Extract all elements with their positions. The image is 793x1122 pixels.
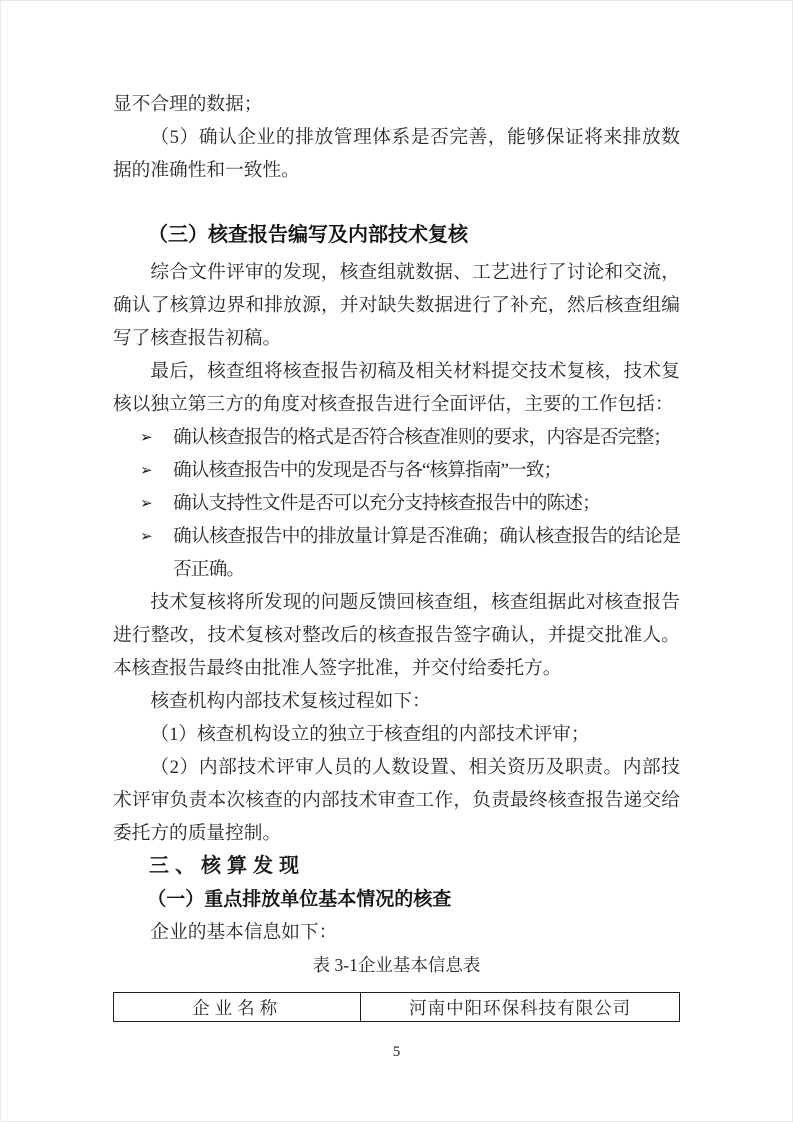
arrowhead-bullet-icon: ➢	[140, 428, 153, 446]
table-row	[114, 993, 680, 1022]
bullet-item	[140, 520, 680, 586]
table-cell-company-name-label: 企业名称	[114, 993, 361, 1022]
bullet-text: 确认支持性文件是否可以充分支持核查报告中的陈述；	[173, 493, 600, 514]
table-caption: 表 3-1企业基本信息表	[312, 955, 481, 975]
basic-info-table	[113, 992, 680, 1022]
bullet-item	[140, 454, 680, 487]
paragraph-continuation: 显不合理的数据；	[113, 94, 263, 115]
paragraph-basic-info: 企业的基本信息如下：	[150, 922, 338, 943]
bullet-text: 确认核查报告中的发现是否与各“核算指南”一致；	[173, 460, 562, 481]
arrowhead-bullet-icon: ➢	[140, 461, 153, 479]
paragraph-item-2: （2）内部技术评审人员的人数设置、相关资历及职责。内部技术评审负责本次核查的内部技术审查工作，负责最终核查报告递交给委托方的质量控制。	[113, 757, 680, 844]
arrowhead-bullet-icon: ➢	[140, 494, 153, 512]
paragraph-feedback: 技术复核将所发现的问题反馈回核查组，核查组据此对核查报告进行整改，技术复核对整改后的核查报告签字确认，并提交批准人。本核查报告最终由批准人签字批准，并交付给委托方。	[113, 592, 680, 679]
paragraph-final-review: 最后，核查组将核查报告初稿及相关材料提交技术复核，技术复核以独立第三方的角度对核查报告进行全面评估，主要的工作包括：	[113, 361, 680, 415]
paragraph-internal-process: 核查机构内部技术复核过程如下：	[150, 691, 431, 712]
bullet-text: 确认核查报告的格式是否符合核查准则的要求，内容是否完整；	[173, 427, 672, 448]
bullet-item	[140, 421, 680, 454]
paragraph-item-1: （1）核查机构设立的独立于核查组的内部技术评审；	[150, 724, 590, 745]
bullet-item	[140, 487, 680, 520]
paragraph-item-5: （5）确认企业的排放管理体系是否完善，能够保证将来排放数据的准确性和一致性。	[113, 127, 680, 181]
bullet-text: 确认核查报告中的排放量计算是否准确；确认核查报告的结论是否正确。	[173, 526, 680, 580]
page-footer	[0, 1043, 793, 1061]
chapter-heading-findings: 三、核算发现	[149, 855, 305, 877]
page-number: 5	[392, 1044, 401, 1060]
paragraph-document-review: 综合文件评审的发现，核查组就数据、工艺进行了讨论和交流，确认了核算边界和排放源，并对缺失数据进行了补充，然后核查组编写了核查报告初稿。	[113, 262, 680, 349]
table-cell-company-name-value: 河南中阳环保科技有限公司	[361, 993, 680, 1022]
section-heading-report-writing: （三）核查报告编写及内部技术复核	[148, 224, 468, 246]
bullet-list	[113, 421, 680, 586]
sub-heading-basic-situation: （一）重点排放单位基本情况的核查	[147, 889, 452, 910]
arrowhead-bullet-icon: ➢	[140, 527, 153, 545]
